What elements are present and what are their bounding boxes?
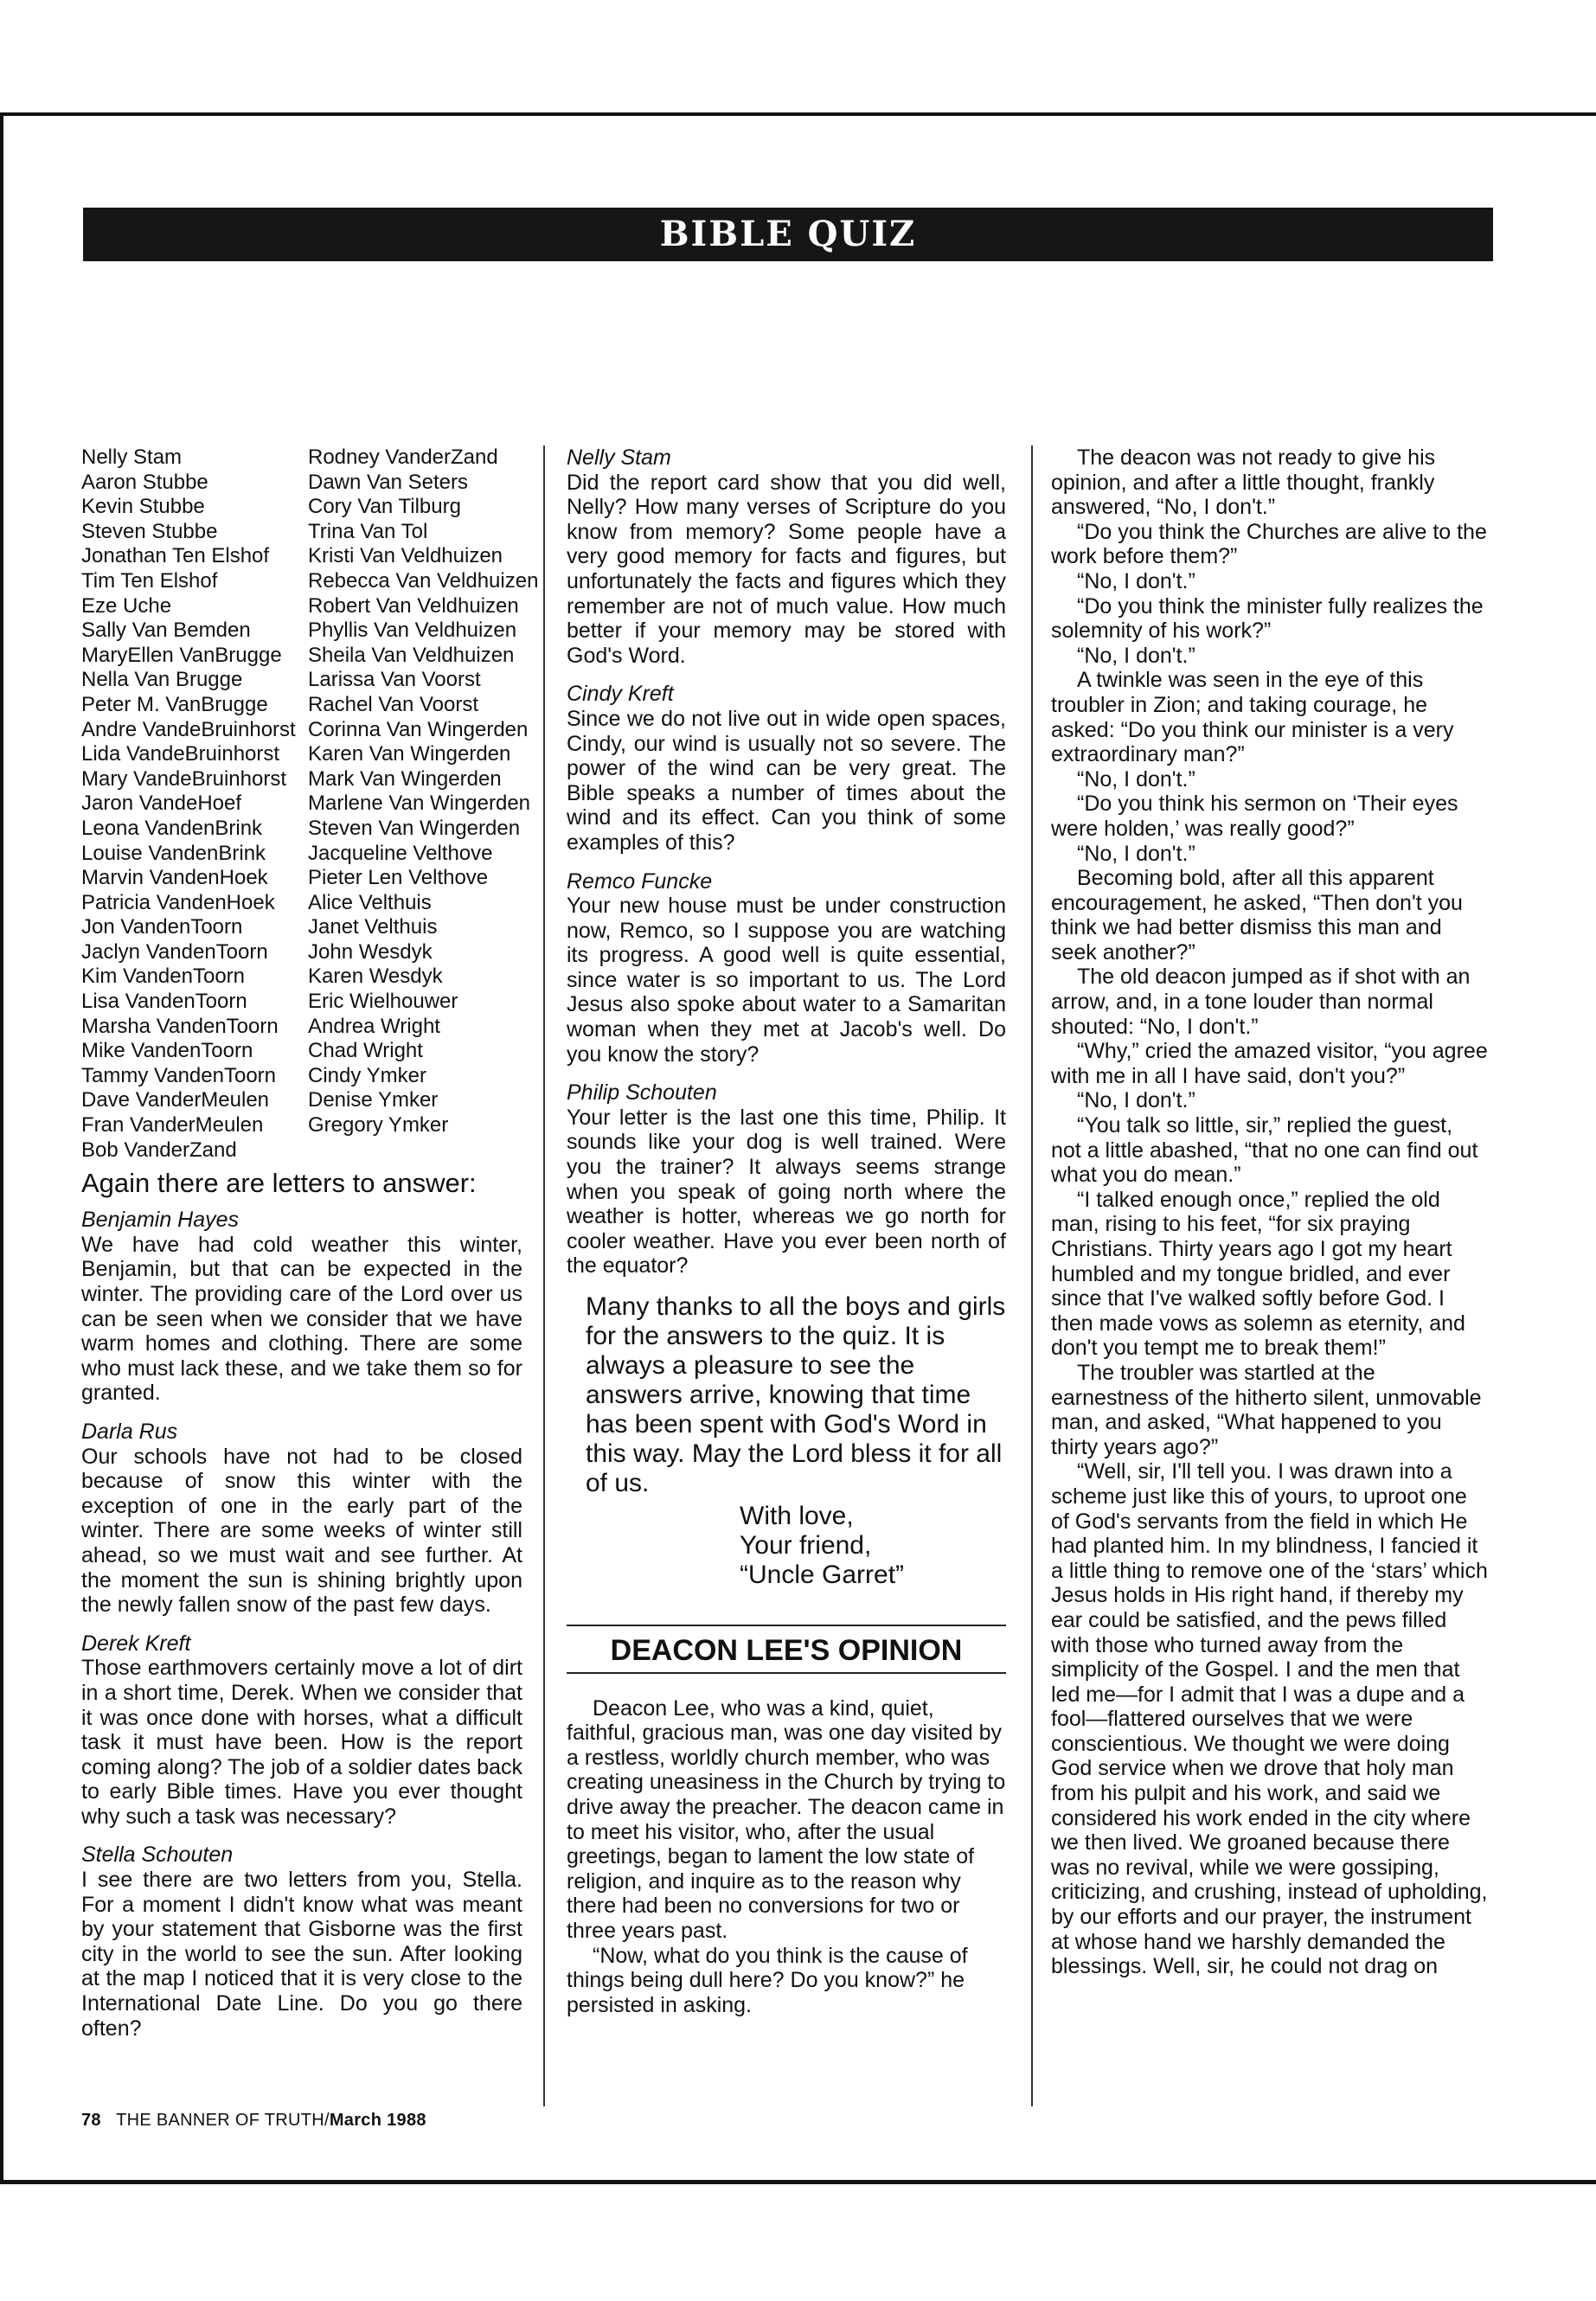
page-number: 78 [81, 2111, 101, 2130]
letter-recipient: Stella Schouten [81, 1843, 234, 1868]
letter-reply [81, 1843, 522, 2041]
article-paragraph: “Do you think the minister fully realizes the solemnity of his work?” [1051, 593, 1484, 644]
letter-body: Those earthmovers certainly move a lot of dirt in a short time, Derek. When we consider that it was once done with horses, what a difficult task it must have been. How is the report coming along? The job of a soldier dates back to early Bible times. Have you ever thought why such a task was necessary? [81, 1656, 522, 1829]
name-entry: Bob VanderZand [81, 1138, 237, 1162]
name-entry: Mark Van Wingerden [308, 766, 502, 791]
article-paragraph: “Why,” cried the amazed visitor, “you agree with me in all I have said, don't you?” [1051, 1039, 1488, 1088]
name-entry: Kim VandenToorn [81, 965, 245, 989]
name-entry: Cory Van Tilburg [308, 495, 461, 519]
signature-line-1: With love, [740, 1502, 854, 1530]
name-entry: Jaron VandeHoef [81, 792, 242, 816]
name-entry: Fran VanderMeulen [81, 1113, 264, 1138]
name-entry: Steven Stubbe [81, 519, 218, 543]
column-3 [1051, 445, 1488, 1979]
letters-list-col1 [81, 1208, 522, 2041]
letter-body: I see there are two letters from you, Stella. For a moment I didn't know what was meant by your statement that Gisborne was the first city in the world to see the sun. After looking at the map I noticed that it is very close to the International Date Line. Do you go there often? [81, 1868, 522, 2041]
letter-recipient: Philip Schouten [567, 1080, 717, 1106]
letter-recipient: Nelly Stam [567, 445, 671, 470]
article-paragraph: “Now, what do you think is the cause of things being dull here? Do you know?” he persisted in asking. [567, 1943, 968, 2017]
name-entry: Karen Van Wingerden [308, 742, 511, 766]
article-paragraph: “No, I don't.” [1077, 568, 1195, 593]
letter-body: Since we do not live out in wide open spaces, Cindy, our wind is usually not so severe. The power of the wind can be very great. The Bible speaks a number of times about the wind and its effect. Can you think of some examples of this? [567, 706, 1006, 855]
name-entry: Aaron Stubbe [81, 470, 208, 494]
name-entry: Robert Van Veldhuizen [308, 593, 519, 618]
name-entry: Marvin VandenHoek [81, 866, 268, 890]
name-entry [308, 1138, 522, 1163]
name-entry: Eric Wielhouwer [308, 990, 458, 1014]
letter-recipient: Remco Funcke [567, 868, 713, 894]
page-border-bottom [0, 2180, 1596, 2184]
letter-body: Your letter is the last one this time, Philip. It sounds like your dog is well trained. Were you the trainer? It always seems strange when you speak of going north where the weather is hotter, whereas we go north for cooler weather. Have you ever been north of the equator? [567, 1105, 1006, 1279]
page-footer [81, 2111, 426, 2131]
letter-reply [567, 1080, 1006, 1279]
letters-list-col2 [567, 445, 1006, 1279]
article-paragraph: The old deacon jumped as if shot with an arrow, and, in a tone louder than normal shouted: “No, I don't.” [1051, 965, 1471, 1039]
letter-recipient: Darla Rus [81, 1419, 178, 1444]
name-entry: Jon VandenToorn [81, 915, 243, 939]
letter-body: Your new house must be under construction now, Remco, so I suppose you are watching its progress. A good well is quite essential, since water is so important to us. The Lord Jesus also spoke about water to a Samaritan woman when they met at Jacob's well. Do you know the story? [567, 894, 1006, 1067]
article-paragraph: “No, I don't.” [1077, 841, 1195, 866]
article-paragraph: “Well, sir, I'll tell you. I was drawn into a scheme just like this of yours, to uproot one of God's servants from the field in which He had planted him. In my blindness, I fancied it a little thing to remove one of the ‘stars’ which Jesus holds in His right hand, if thereby my ear could be satisfied, and the pews filled with those who turned away from the simplicity of the Gospel. I and the men that led me—for I admit that I was a dupe and a fool—flattered ourselves that we were conscientious. We thought we were doing God service when we drove that holy man from his pulpit and his work, and said we considered his work ended in the city where we then lived. We groaned because there was no revival, while we were gossiping, criticizing, and crushing, instead of upholding, by our efforts and our prayer, the instrument at whose hand we harshly demanded the blessings. Well, sir, he could not drag on [1051, 1459, 1488, 1979]
name-entry: Marlene Van Wingerden [308, 792, 531, 816]
name-entry: Denise Ymker [308, 1088, 439, 1112]
name-entry: Steven Van Wingerden [308, 816, 521, 840]
letter-recipient: Derek Kreft [81, 1631, 191, 1656]
article-paragraph: Becoming bold, after all this apparent encouragement, he asked, “Then don't you think we had better dismiss this man and seek another?” [1051, 866, 1463, 965]
letter-reply [567, 445, 1006, 668]
article-paragraph: “Do you think the Churches are alive to the work before them?” [1051, 519, 1487, 569]
letter-reply [81, 1208, 522, 1406]
name-entry: Leona VandenBrink [81, 816, 263, 840]
name-entry: Tammy VandenToorn [81, 1063, 276, 1087]
name-entry: Sally Van Bemden [81, 619, 251, 643]
name-entry: Rebecca Van Veldhuizen [308, 568, 539, 593]
name-entry: Tim Ten Elshof [81, 568, 218, 593]
issue-date: March 1988 [329, 2111, 426, 2130]
letter-recipient: Benjamin Hayes [81, 1208, 240, 1233]
article-paragraph: Deacon Lee, who was a kind, quiet, faithful, gracious man, was one day visited by a restless, worldly church member, who was creating uneasiness in the Church by trying to drive away the preacher. The deacon came in to meet his visitor, who, after the usual greetings, began to lament the low state of religion, and inquire as to the reason why there had been no conversions for two or three years past. [567, 1695, 1006, 1943]
name-entry: Rodney VanderZand [308, 445, 498, 469]
name-entry: Patricia VandenHoek [81, 890, 275, 914]
article-paragraph: “No, I don't.” [1077, 766, 1195, 792]
name-entry: Lisa VandenToorn [81, 990, 247, 1014]
article-paragraph: The deacon was not ready to give his opinion, and after a little thought, frankly answered, “No, I don't.” [1051, 445, 1436, 520]
letters-heading: Again there are letters to answer: [81, 1168, 477, 1199]
name-entry: John Wesdyk [308, 939, 433, 964]
page-border-left [0, 112, 3, 2184]
article-paragraph: “No, I don't.” [1077, 643, 1195, 668]
page-border-top [0, 112, 1596, 116]
section-banner: BIBLE QUIZ [83, 208, 1493, 261]
name-entry: Andrea Wright [308, 1014, 440, 1038]
name-entry: Dawn Van Seters [308, 470, 468, 494]
article-paragraph: “Do you think his sermon on ‘Their eyes were holden,’ was really good?” [1051, 792, 1458, 841]
column-divider-2 [1031, 445, 1033, 2106]
name-entry: Jaclyn VandenToorn [81, 939, 268, 964]
name-entry: Gregory Ymker [308, 1113, 449, 1138]
name-entry: Chad Wright [308, 1039, 423, 1063]
name-entry: Jonathan Ten Elshof [81, 544, 270, 568]
article-paragraph: “I talked enough once,” replied the old man, rising to his feet, “for six praying Christians. Thirty years ago I got my heart humbled and my tongue bridled, and ever since that I've walked softly before God. I then made vows as solemn as eternity, and don't you tempt me to break them!” [1051, 1187, 1465, 1361]
letter-reply [81, 1420, 522, 1618]
name-entry: Mary VandeBruinhorst [81, 766, 286, 791]
name-entry: MaryEllen VanBrugge [81, 643, 282, 667]
letter-body: We have had cold weather this winter, Benjamin, but that can be expected in the winter. The providing care of the Lord over us can be seen when we consider that we have warm homes and clothing. There are some who must lack these, and we take them so for granted. [81, 1232, 522, 1406]
name-entry: Corinna Van Wingerden [308, 717, 529, 741]
article-heading: DEACON LEE'S OPINION [567, 1625, 1006, 1674]
letter-reply [81, 1631, 522, 1830]
article-paragraph: “No, I don't.” [1077, 1088, 1195, 1113]
letter-reply [567, 682, 1006, 855]
signature [567, 1502, 1006, 1590]
name-entry: Nelly Stam [81, 445, 183, 469]
signature-line-2: Your friend, [740, 1531, 872, 1560]
name-entry: Janet Velthuis [308, 915, 438, 939]
publication-name: THE BANNER OF TRUTH/ [116, 2111, 330, 2130]
article-paragraph: A twinkle was seen in the eye of this troubler in Zion; and taking courage, he asked: “Do you think our minister is a very extraordinary man?” [1051, 668, 1454, 767]
name-entry: Nella Van Brugge [81, 668, 243, 692]
name-entry: Sheila Van Veldhuizen [308, 643, 515, 667]
names-list [81, 445, 539, 1163]
name-entry: Alice Velthuis [308, 890, 432, 914]
name-entry: Cindy Ymker [308, 1063, 426, 1087]
letter-body: Our schools have not had to be closed because of snow this winter with the exception of one in the early part of the winter. There are some weeks of winter still ahead, so we must wait and see further. At the moment the sun is shining brightly upon the newly fallen snow of the past few days. [81, 1444, 522, 1618]
name-entry: Andre VandeBruinhorst [81, 717, 296, 741]
name-entry: Phyllis Van Veldhuizen [308, 619, 517, 643]
name-entry: Rachel Van Voorst [308, 692, 479, 716]
article-paragraph: The troubler was startled at the earnestness of the hitherto silent, unmovable man, and asked, “What happened to you thirty years ago?” [1051, 1360, 1482, 1459]
letter-recipient: Cindy Kreft [567, 682, 674, 707]
column-divider-1 [543, 445, 545, 2106]
name-entry: Karen Wesdyk [308, 965, 443, 989]
name-entry: Kristi Van Veldhuizen [308, 544, 503, 568]
name-entry: Peter M. VanBrugge [81, 692, 268, 716]
closing-message: Many thanks to all the boys and girls for the answers to the quiz. It is always a pleasure to see the answers arrive, knowing that time has been spent with God's Word in this way. May the Lord bless it for all of us. [586, 1292, 1006, 1497]
article-paragraph: “You talk so little, sir,” replied the guest, not a little abashed, “that no one can find out what you do mean.” [1051, 1113, 1478, 1188]
letter-body: Did the report card show that you did well, Nelly? How many verses of Scripture do you know from memory? Some people have a very good memory for facts and figures, but unfortunately the facts and figures which they remember are not of much value. How much better if your memory may be stored with God's Word. [567, 470, 1006, 668]
letter-reply [567, 869, 1006, 1067]
name-entry: Marsha VandenToorn [81, 1014, 279, 1038]
name-entry: Mike VandenToorn [81, 1039, 253, 1063]
name-entry: Pieter Len Velthove [308, 866, 489, 890]
name-entry: Eze Uche [81, 593, 172, 618]
name-entry: Dave VanderMeulen [81, 1088, 270, 1112]
name-entry: Louise VandenBrink [81, 841, 266, 865]
name-entry: Lida VandeBruinhorst [81, 742, 280, 766]
column-1 [81, 445, 539, 2054]
name-entry: Trina Van Tol [308, 519, 428, 543]
name-entry: Jacqueline Velthove [308, 841, 493, 865]
column-2 [567, 445, 1006, 2017]
name-entry: Kevin Stubbe [81, 495, 205, 519]
name-entry: Larissa Van Voorst [308, 668, 481, 692]
signature-line-3: “Uncle Garret” [740, 1561, 905, 1589]
